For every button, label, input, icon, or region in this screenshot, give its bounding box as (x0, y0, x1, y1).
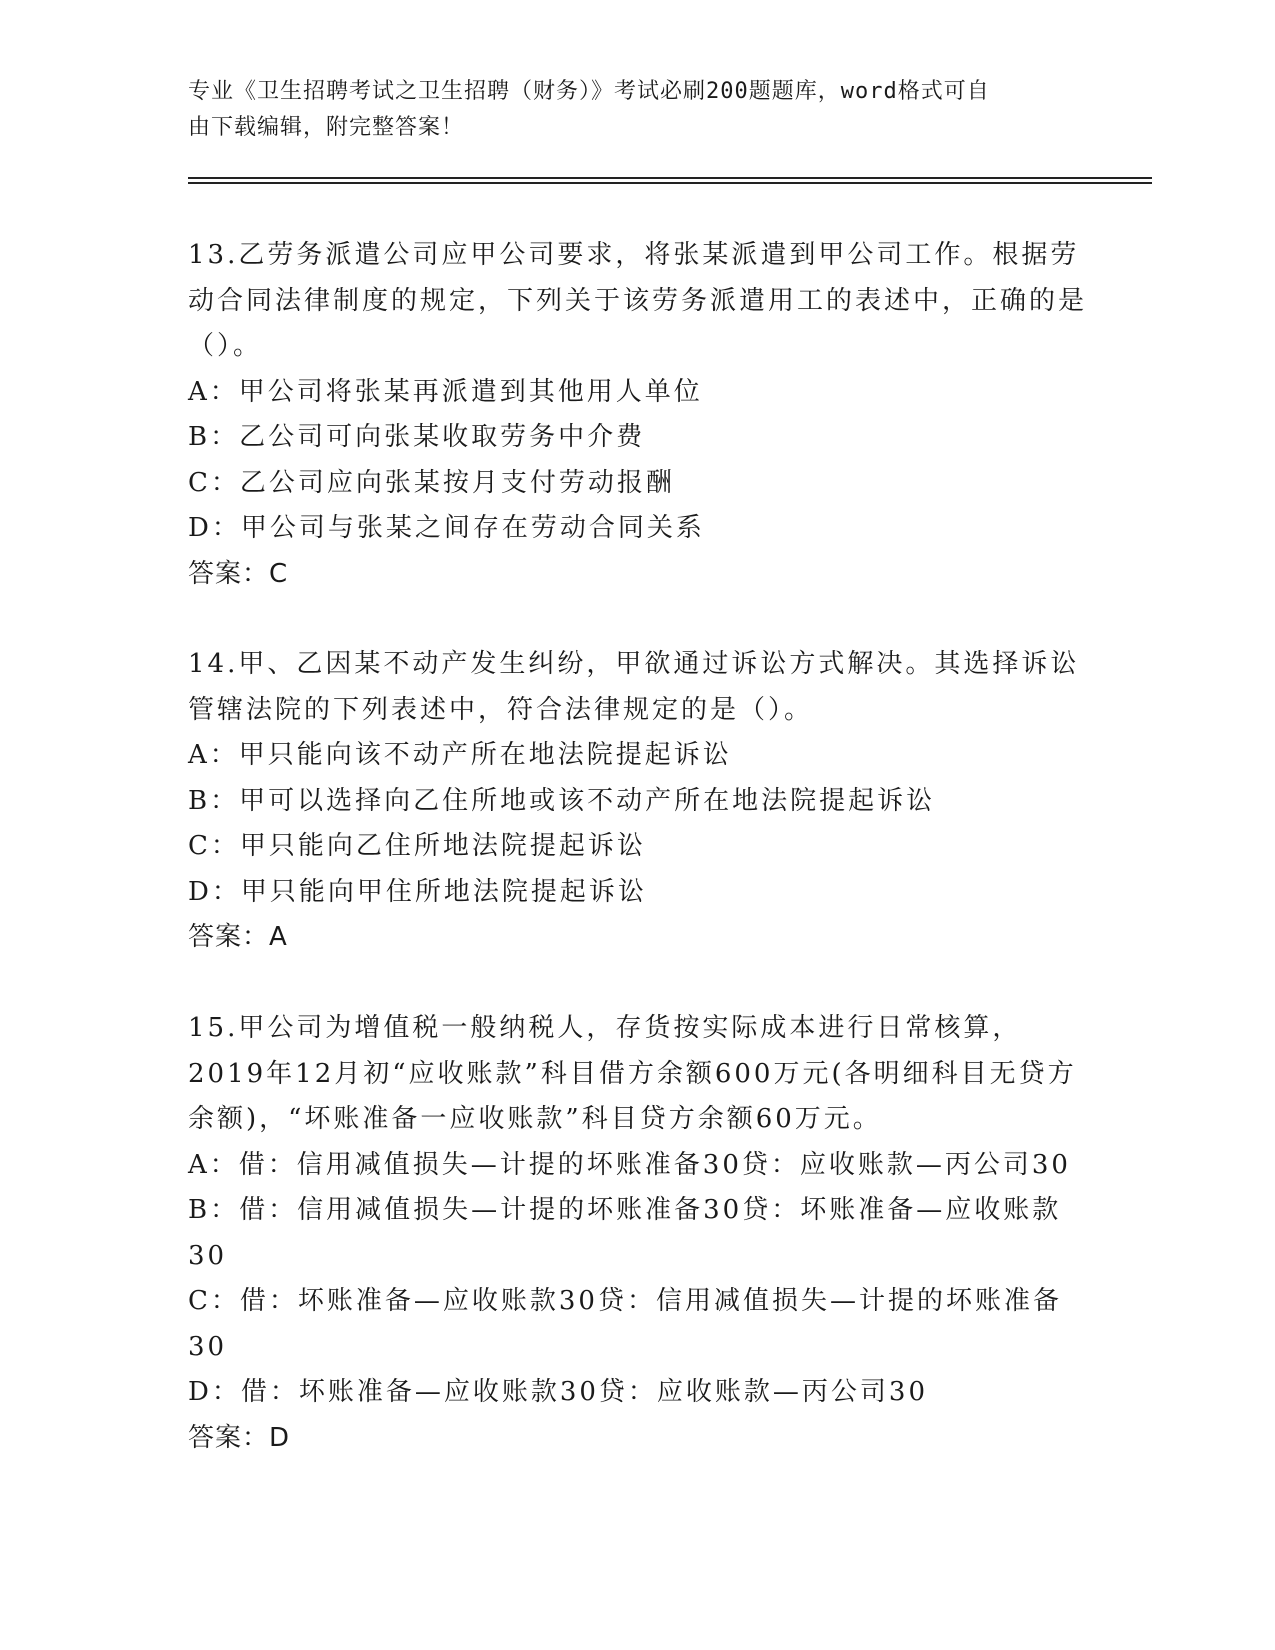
answer-line: 答案：A (188, 922, 288, 952)
question-stem: 14.甲、乙因某不动产发生纠纷，甲欲通过诉讼方式解决。其选择诉讼管辖法院的下列表述中，符合法律规定的是（）。 (188, 649, 1080, 725)
header-title-line-1: 专业《卫生招聘考试之卫生招聘（财务）》考试必刷200题题库，word格式可自 (188, 79, 990, 104)
option-b: B：乙公司可向张某收取劳务中介费 (188, 422, 646, 452)
option-c: C：借：坏账准备—应收账款30贷：信用减值损失—计提的坏账准备30 (188, 1286, 1062, 1362)
question-13 (188, 233, 1088, 597)
option-b: B：借：信用减值损失—计提的坏账准备30贷：坏账准备—应收账款30 (188, 1195, 1062, 1271)
document-header (188, 74, 1088, 146)
question-stem: 15.甲公司为增值税一般纳税人，存货按实际成本进行日常核算，2019年12月初“应收账款”科目借方余额600万元(各明细科目无贷方余额)，“坏账准备一应收账款”科目贷方余额60万元。 (188, 1013, 1077, 1134)
option-d: D：借：坏账准备—应收账款30贷：应收账款—丙公司30 (188, 1377, 929, 1407)
option-c: C：甲只能向乙住所地法院提起诉讼 (188, 831, 646, 861)
header-divider-top (188, 177, 1152, 179)
answer-line: 答案：D (188, 1422, 291, 1453)
option-a: A：甲公司将张某再派遣到其他用人单位 (188, 376, 703, 407)
question-14 (188, 642, 1088, 961)
header-title-line-2: 由下载编辑，附完整答案！ (188, 115, 465, 140)
option-a: A：甲只能向该不动产所在地法院提起诉讼 (188, 740, 732, 770)
option-c: C：乙公司应向张某按月支付劳动报酬 (188, 467, 675, 498)
option-d: D：甲只能向甲住所地法院提起诉讼 (188, 876, 647, 907)
option-b: B：甲可以选择向乙住所地或该不动产所在地法院提起诉讼 (188, 785, 936, 816)
question-stem: 13.乙劳务派遣公司应甲公司要求，将张某派遣到甲公司工作。根据劳动合同法律制度的规定，下列关于该劳务派遣用工的表述中，正确的是（）。 (188, 240, 1088, 361)
header-divider-bottom (188, 182, 1152, 184)
option-d: D：甲公司与张某之间存在劳动合同关系 (188, 513, 705, 543)
question-15 (188, 1006, 1088, 1461)
answer-line: 答案：C (188, 558, 289, 589)
option-a: A：借：信用减值损失—计提的坏账准备30贷：应收账款—丙公司30 (188, 1149, 1071, 1180)
